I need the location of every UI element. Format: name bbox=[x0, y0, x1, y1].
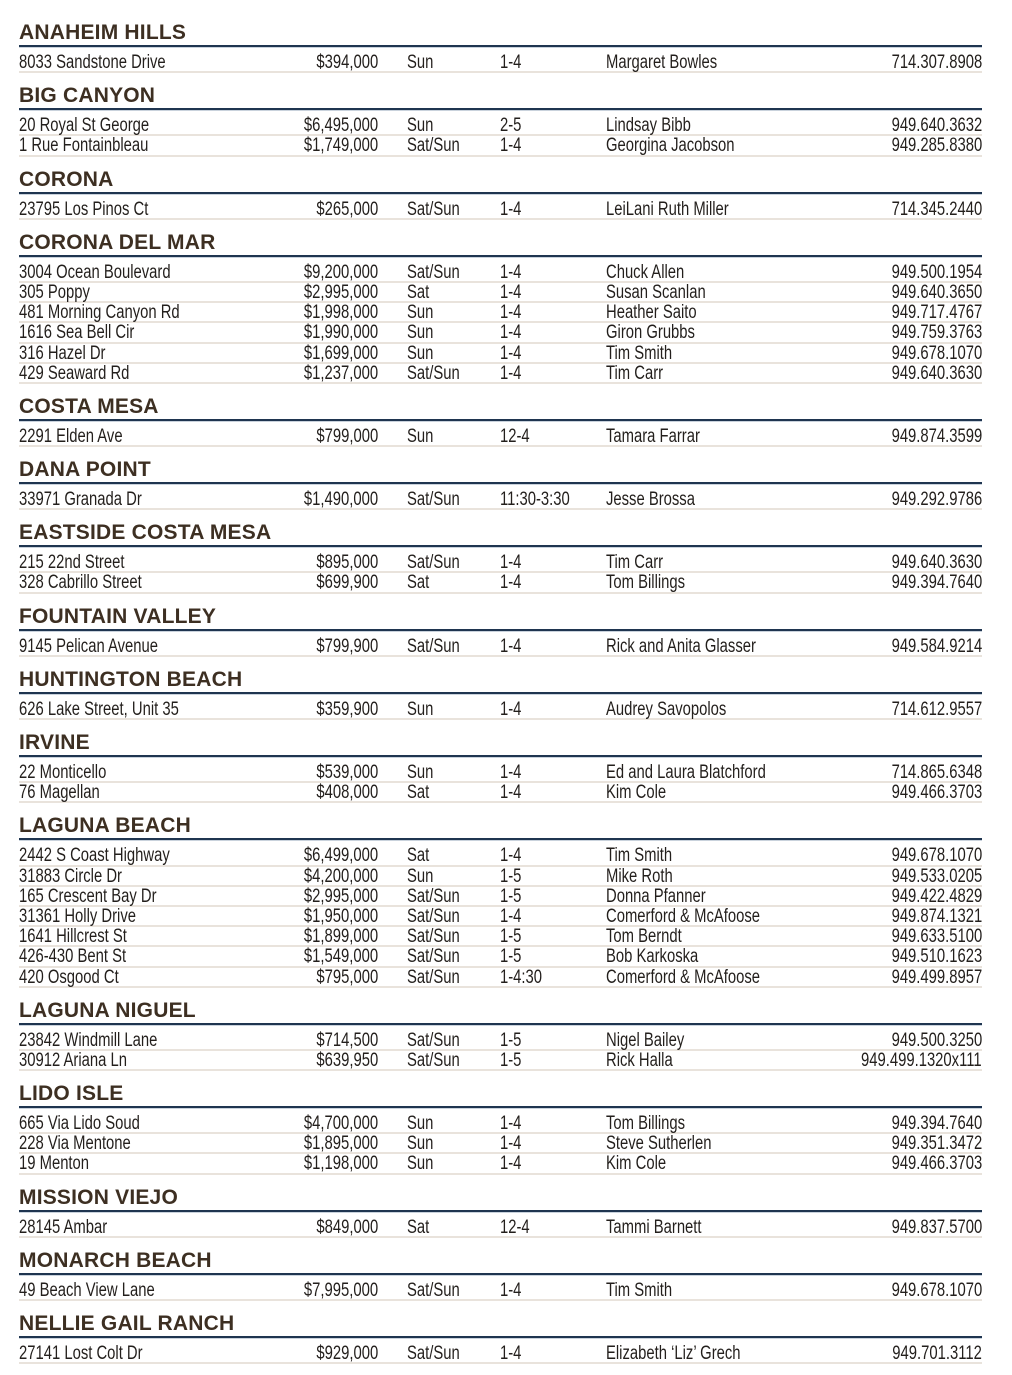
city-section bbox=[19, 1249, 982, 1301]
listing-row bbox=[19, 927, 982, 947]
listing-price: $895,000 bbox=[316, 552, 378, 574]
listing-day: Sat/Sun bbox=[407, 1279, 460, 1301]
listing-time: 1-4 bbox=[500, 1133, 522, 1155]
section-divider bbox=[19, 629, 982, 632]
listing-phone: 714.345.2440 bbox=[891, 198, 982, 220]
section-divider bbox=[19, 755, 982, 758]
listing-address: 429 Seaward Rd bbox=[19, 362, 130, 384]
listing-address: 33971 Granada Dr bbox=[19, 489, 142, 511]
listing-address: 31361 Holly Drive bbox=[19, 905, 136, 927]
city-section bbox=[19, 999, 982, 1071]
section-divider bbox=[19, 545, 982, 548]
listing-day: Sat/Sun bbox=[407, 1029, 460, 1051]
listing-rows bbox=[19, 637, 982, 657]
listing-address: 20 Royal St George bbox=[19, 115, 150, 137]
listing-phone: 714.612.9557 bbox=[891, 698, 982, 720]
listing-phone: 949.466.3703 bbox=[891, 782, 982, 804]
listing-price: $714,500 bbox=[316, 1029, 378, 1051]
listing-day: Sun bbox=[407, 342, 434, 364]
listing-rows bbox=[19, 700, 982, 720]
city-heading: MONARCH BEACH bbox=[19, 1248, 212, 1272]
listing-time: 1-4 bbox=[500, 1279, 522, 1301]
listing-agent: Tammi Barnett bbox=[606, 1216, 702, 1238]
listing-agent: Comerford & McAfoose bbox=[606, 966, 761, 988]
listing-price: $799,000 bbox=[316, 425, 378, 447]
listing-time: 1-4 bbox=[500, 342, 522, 364]
listing-address: 316 Hazel Dr bbox=[19, 342, 106, 364]
listing-day: Sat/Sun bbox=[407, 635, 460, 657]
listing-price: $1,998,000 bbox=[303, 302, 378, 324]
listing-phone: 949.499.1320x111 bbox=[861, 1049, 982, 1071]
listing-price: $1,237,000 bbox=[303, 362, 378, 384]
listing-address: 228 Via Mentone bbox=[19, 1133, 131, 1155]
listing-phone: 949.701.3112 bbox=[892, 1343, 982, 1364]
listing-agent: Giron Grubbs bbox=[606, 322, 695, 344]
listing-day: Sat/Sun bbox=[407, 362, 460, 384]
listing-price: $394,000 bbox=[316, 52, 378, 73]
listing-day: Sat/Sun bbox=[407, 946, 460, 968]
city-section bbox=[19, 814, 982, 987]
listing-day: Sun bbox=[407, 1153, 434, 1175]
section-divider bbox=[19, 255, 982, 258]
listing-row bbox=[19, 968, 982, 988]
listing-agent: Elizabeth ‘Liz’ Grech bbox=[606, 1343, 741, 1364]
listing-rows bbox=[19, 116, 982, 156]
listing-row bbox=[19, 1051, 982, 1071]
listing-time: 1-4 bbox=[500, 905, 522, 927]
city-heading: LIDO ISLE bbox=[19, 1082, 124, 1106]
listing-time: 1-4:30 bbox=[500, 966, 543, 988]
listing-phone: 949.394.7640 bbox=[891, 572, 982, 594]
section-divider bbox=[19, 1273, 982, 1276]
listing-phone: 949.640.3630 bbox=[891, 552, 982, 574]
listing-agent: Tom Billings bbox=[606, 572, 686, 594]
listing-time: 1-4 bbox=[500, 698, 522, 720]
listing-address: 8033 Sandstone Drive bbox=[19, 52, 166, 73]
city-heading: CORONA DEL MAR bbox=[19, 230, 216, 254]
listing-agent: Chuck Allen bbox=[606, 261, 685, 283]
listing-address: 665 Via Lido Soud bbox=[19, 1113, 140, 1135]
section-divider bbox=[19, 838, 982, 841]
city-section bbox=[19, 605, 982, 657]
listing-agent: Tim Smith bbox=[606, 1279, 673, 1301]
listing-phone: 949.510.1623 bbox=[891, 946, 982, 968]
city-section bbox=[19, 1082, 982, 1175]
listing-time: 1-4 bbox=[500, 362, 522, 384]
city-section bbox=[19, 231, 982, 384]
listing-phone: 949.633.5100 bbox=[891, 926, 982, 948]
listing-day: Sat bbox=[407, 782, 430, 804]
listing-day: Sun bbox=[407, 762, 434, 783]
listing-time: 1-4 bbox=[500, 198, 522, 220]
listing-row bbox=[19, 1218, 982, 1238]
listing-rows bbox=[19, 200, 982, 220]
listing-row bbox=[19, 323, 982, 343]
listing-address: 23795 Los Pinos Ct bbox=[19, 198, 149, 220]
listing-address: 1 Rue Fontainbleau bbox=[19, 135, 149, 157]
listing-row bbox=[19, 490, 982, 510]
listing-row bbox=[19, 1114, 982, 1134]
listing-address: 215 22nd Street bbox=[19, 552, 125, 574]
listing-agent: Tim Smith bbox=[606, 342, 673, 364]
city-section bbox=[19, 521, 982, 593]
listing-rows bbox=[19, 490, 982, 510]
listing-agent: Lindsay Bibb bbox=[606, 115, 691, 137]
listing-phone: 949.874.3599 bbox=[891, 425, 982, 447]
listing-time: 1-4 bbox=[500, 1113, 522, 1135]
listing-agent: Tim Carr bbox=[606, 362, 664, 384]
listing-price: $265,000 bbox=[316, 198, 378, 220]
city-heading: NELLIE GAIL RANCH bbox=[19, 1312, 235, 1335]
listing-address: 23842 Windmill Lane bbox=[19, 1029, 158, 1051]
listing-price: $9,200,000 bbox=[303, 261, 378, 283]
listing-price: $4,200,000 bbox=[303, 865, 378, 887]
listing-day: Sat bbox=[407, 281, 430, 303]
listing-price: $1,749,000 bbox=[303, 135, 378, 157]
listing-time: 1-4 bbox=[500, 52, 522, 73]
listing-phone: 949.640.3650 bbox=[891, 281, 982, 303]
listing-time: 1-4 bbox=[500, 552, 522, 574]
listing-row bbox=[19, 783, 982, 803]
listing-phone: 949.874.1321 bbox=[891, 905, 982, 927]
listing-time: 1-4 bbox=[500, 1153, 522, 1175]
listing-phone: 949.678.1070 bbox=[891, 1279, 982, 1301]
section-divider bbox=[19, 419, 982, 422]
listing-time: 1-4 bbox=[500, 782, 522, 804]
listing-row bbox=[19, 553, 982, 573]
city-section bbox=[19, 84, 982, 156]
listing-time: 1-5 bbox=[500, 946, 522, 968]
listing-agent: Ed and Laura Blatchford bbox=[606, 762, 766, 783]
listing-phone: 949.533.0205 bbox=[891, 865, 982, 887]
listing-address: 9145 Pelican Avenue bbox=[19, 635, 158, 657]
listing-day: Sat/Sun bbox=[407, 885, 460, 907]
listing-phone: 949.759.3763 bbox=[891, 322, 982, 344]
listing-price: $2,995,000 bbox=[303, 885, 378, 907]
listing-day: Sat bbox=[407, 572, 430, 594]
listing-rows bbox=[19, 263, 982, 384]
listing-address: 1641 Hillcrest St bbox=[19, 926, 127, 948]
listing-row bbox=[19, 700, 982, 720]
listing-time: 1-4 bbox=[500, 635, 522, 657]
listing-price: $4,700,000 bbox=[303, 1113, 378, 1135]
listing-price: $795,000 bbox=[316, 966, 378, 988]
listing-phone: 949.640.3630 bbox=[891, 362, 982, 384]
listing-agent: Kim Cole bbox=[606, 782, 667, 804]
listing-price: $639,950 bbox=[316, 1049, 378, 1071]
listing-day: Sat/Sun bbox=[407, 261, 460, 283]
listing-phone: 949.351.3472 bbox=[891, 1133, 982, 1155]
listing-address: 328 Cabrillo Street bbox=[19, 572, 142, 594]
listing-agent: Rick Halla bbox=[606, 1049, 673, 1071]
listing-phone: 949.678.1070 bbox=[891, 342, 982, 364]
listing-day: Sun bbox=[407, 865, 434, 887]
listing-time: 1-5 bbox=[500, 885, 522, 907]
listing-price: $929,000 bbox=[316, 1343, 378, 1364]
listing-agent: Tim Carr bbox=[606, 552, 664, 574]
listing-agent: Susan Scanlan bbox=[606, 281, 706, 303]
listing-day: Sat/Sun bbox=[407, 966, 460, 988]
listing-price: $6,499,000 bbox=[303, 845, 378, 867]
listing-row bbox=[19, 867, 982, 887]
listing-day: Sat/Sun bbox=[407, 552, 460, 574]
listing-phone: 949.292.9786 bbox=[891, 489, 982, 511]
listing-price: $849,000 bbox=[316, 1216, 378, 1238]
listing-agent: Nigel Bailey bbox=[606, 1029, 685, 1051]
listing-phone: 949.678.1070 bbox=[891, 845, 982, 867]
listing-phone: 949.837.5700 bbox=[891, 1216, 982, 1238]
listing-agent: Tom Berndt bbox=[606, 926, 682, 948]
listing-day: Sun bbox=[407, 425, 434, 447]
listing-address: 305 Poppy bbox=[19, 281, 90, 303]
section-divider bbox=[19, 692, 982, 695]
listing-price: $539,000 bbox=[316, 762, 378, 783]
listing-address: 28145 Ambar bbox=[19, 1216, 108, 1238]
listing-time: 1-4 bbox=[500, 1343, 522, 1364]
section-divider bbox=[19, 482, 982, 485]
listing-time: 1-4 bbox=[500, 261, 522, 283]
listing-price: $6,495,000 bbox=[303, 115, 378, 137]
listing-rows bbox=[19, 553, 982, 593]
listing-row bbox=[19, 846, 982, 866]
listing-phone: 949.466.3703 bbox=[891, 1153, 982, 1175]
listing-agent: Comerford & McAfoose bbox=[606, 905, 761, 927]
listing-time: 1-4 bbox=[500, 135, 522, 157]
listing-phone: 714.865.6348 bbox=[891, 762, 982, 783]
listing-phone: 714.307.8908 bbox=[891, 52, 982, 73]
listing-rows bbox=[19, 1281, 982, 1301]
listing-time: 1-5 bbox=[500, 1049, 522, 1071]
listing-address: 420 Osgood Ct bbox=[19, 966, 119, 988]
listing-agent: Rick and Anita Glasser bbox=[606, 635, 756, 657]
listing-price: $1,699,000 bbox=[303, 342, 378, 364]
listing-agent: Tim Smith bbox=[606, 845, 673, 867]
listing-row bbox=[19, 116, 982, 136]
listing-address: 49 Beach View Lane bbox=[19, 1279, 155, 1301]
listing-agent: Tamara Farrar bbox=[606, 425, 700, 447]
listing-price: $1,490,000 bbox=[303, 489, 378, 511]
listing-row bbox=[19, 263, 982, 283]
listing-address: 30912 Ariana Ln bbox=[19, 1049, 127, 1071]
listing-address: 426-430 Bent St bbox=[19, 946, 127, 968]
listing-row bbox=[19, 1281, 982, 1301]
section-divider bbox=[19, 1336, 982, 1339]
city-heading: HUNTINGTON BEACH bbox=[19, 667, 243, 691]
listing-row bbox=[19, 763, 982, 783]
listing-address: 626 Lake Street, Unit 35 bbox=[19, 698, 179, 720]
city-heading: COSTA MESA bbox=[19, 394, 159, 418]
listing-rows bbox=[19, 1344, 982, 1364]
listing-address: 2291 Elden Ave bbox=[19, 425, 123, 447]
listing-time: 1-5 bbox=[500, 865, 522, 887]
listing-time: 1-5 bbox=[500, 1029, 522, 1051]
city-section bbox=[19, 21, 982, 73]
listing-row bbox=[19, 283, 982, 303]
listing-row bbox=[19, 1031, 982, 1051]
city-section bbox=[19, 1186, 982, 1238]
city-section bbox=[19, 168, 982, 220]
listing-day: Sat/Sun bbox=[407, 905, 460, 927]
listing-day: Sun bbox=[407, 322, 434, 344]
city-heading: DANA POINT bbox=[19, 458, 151, 482]
listing-day: Sun bbox=[407, 1133, 434, 1155]
listing-price: $1,895,000 bbox=[303, 1133, 378, 1155]
listing-address: 165 Crescent Bay Dr bbox=[19, 885, 157, 907]
city-heading: EASTSIDE COSTA MESA bbox=[19, 521, 272, 545]
listing-row bbox=[19, 303, 982, 323]
listing-row bbox=[19, 637, 982, 657]
listing-rows bbox=[19, 53, 982, 73]
listing-row bbox=[19, 1344, 982, 1364]
city-heading: ANAHEIM HILLS bbox=[19, 21, 187, 44]
listing-address: 76 Magellan bbox=[19, 782, 100, 804]
listing-price: $359,900 bbox=[316, 698, 378, 720]
section-divider bbox=[19, 45, 982, 48]
listing-price: $699,900 bbox=[316, 572, 378, 594]
listing-price: $1,549,000 bbox=[303, 946, 378, 968]
listing-price: $799,900 bbox=[316, 635, 378, 657]
listing-phone: 949.285.8380 bbox=[891, 135, 982, 157]
listing-address: 1616 Sea Bell Cir bbox=[19, 322, 135, 344]
listing-day: Sat/Sun bbox=[407, 1049, 460, 1071]
listing-row bbox=[19, 136, 982, 156]
listing-day: Sat/Sun bbox=[407, 926, 460, 948]
city-heading: BIG CANYON bbox=[19, 84, 156, 108]
listing-address: 19 Menton bbox=[19, 1153, 90, 1175]
listing-address: 3004 Ocean Boulevard bbox=[19, 261, 171, 283]
listing-day: Sun bbox=[407, 1113, 434, 1135]
listing-agent: Bob Karkoska bbox=[606, 946, 699, 968]
listing-address: 22 Monticello bbox=[19, 762, 107, 783]
listing-time: 12-4 bbox=[500, 425, 530, 447]
listing-time: 1-5 bbox=[500, 926, 522, 948]
listing-row bbox=[19, 1134, 982, 1154]
listing-agent: Margaret Bowles bbox=[606, 52, 718, 73]
listing-row bbox=[19, 200, 982, 220]
listing-price: $2,995,000 bbox=[303, 281, 378, 303]
listing-rows bbox=[19, 846, 982, 987]
listing-agent: LeiLani Ruth Miller bbox=[606, 198, 729, 220]
listing-agent: Audrey Savopolos bbox=[606, 698, 727, 720]
listing-time: 1-4 bbox=[500, 572, 522, 594]
listing-price: $1,950,000 bbox=[303, 905, 378, 927]
listing-rows bbox=[19, 427, 982, 447]
listing-agent: Heather Saito bbox=[606, 302, 697, 324]
section-divider bbox=[19, 192, 982, 195]
city-section bbox=[19, 395, 982, 447]
listing-row bbox=[19, 53, 982, 73]
section-divider bbox=[19, 1023, 982, 1026]
listing-agent: Georgina Jacobson bbox=[606, 135, 735, 157]
open-house-listing bbox=[19, 21, 982, 1375]
listing-address: 481 Morning Canyon Rd bbox=[19, 302, 180, 324]
listing-row bbox=[19, 887, 982, 907]
listing-day: Sun bbox=[407, 115, 434, 137]
listing-day: Sat/Sun bbox=[407, 1343, 460, 1364]
city-section bbox=[19, 1312, 982, 1364]
listing-agent: Tom Billings bbox=[606, 1113, 686, 1135]
listing-day: Sun bbox=[407, 52, 434, 73]
listing-row bbox=[19, 947, 982, 967]
listing-price: $1,899,000 bbox=[303, 926, 378, 948]
listing-day: Sat bbox=[407, 845, 430, 867]
city-section bbox=[19, 731, 982, 803]
listing-time: 1-4 bbox=[500, 845, 522, 867]
listing-time: 1-4 bbox=[500, 302, 522, 324]
section-divider bbox=[19, 1106, 982, 1109]
section-divider bbox=[19, 108, 982, 111]
listing-agent: Jesse Brossa bbox=[606, 489, 695, 511]
listing-price: $1,198,000 bbox=[303, 1153, 378, 1175]
city-heading: FOUNTAIN VALLEY bbox=[19, 604, 217, 628]
city-heading: CORONA bbox=[19, 167, 114, 191]
listing-address: 27141 Lost Colt Dr bbox=[19, 1343, 143, 1364]
listing-day: Sat/Sun bbox=[407, 198, 460, 220]
city-heading: LAGUNA BEACH bbox=[19, 814, 191, 838]
listing-phone: 949.422.4829 bbox=[891, 885, 982, 907]
listing-price: $1,990,000 bbox=[303, 322, 378, 344]
listing-price: $7,995,000 bbox=[303, 1279, 378, 1301]
listing-price: $408,000 bbox=[316, 782, 378, 804]
listing-phone: 949.500.3250 bbox=[891, 1029, 982, 1051]
listing-phone: 949.584.9214 bbox=[891, 635, 982, 657]
listing-phone: 949.717.4767 bbox=[891, 302, 982, 324]
listing-agent: Mike Roth bbox=[606, 865, 673, 887]
listing-address: 2442 S Coast Highway bbox=[19, 845, 170, 867]
listing-rows bbox=[19, 763, 982, 803]
listing-agent: Kim Cole bbox=[606, 1153, 667, 1175]
listing-rows bbox=[19, 1218, 982, 1238]
city-heading: IRVINE bbox=[19, 731, 90, 754]
city-heading: LAGUNA NIGUEL bbox=[19, 998, 196, 1022]
city-section bbox=[19, 668, 982, 720]
listing-rows bbox=[19, 1114, 982, 1175]
listing-day: Sat bbox=[407, 1216, 430, 1238]
listing-row bbox=[19, 573, 982, 593]
listing-time: 2-5 bbox=[500, 115, 522, 137]
listing-time: 12-4 bbox=[500, 1216, 530, 1238]
listing-day: Sun bbox=[407, 302, 434, 324]
listing-row bbox=[19, 364, 982, 384]
listing-row bbox=[19, 1154, 982, 1174]
listing-row bbox=[19, 427, 982, 447]
listing-time: 1-4 bbox=[500, 281, 522, 303]
listing-phone: 949.394.7640 bbox=[891, 1113, 982, 1135]
listing-address: 31883 Circle Dr bbox=[19, 865, 122, 887]
listing-agent: Donna Pfanner bbox=[606, 885, 706, 907]
listing-row bbox=[19, 344, 982, 364]
city-heading: MISSION VIEJO bbox=[19, 1185, 178, 1209]
listing-time: 1-4 bbox=[500, 762, 522, 783]
listing-time: 11:30-3:30 bbox=[500, 489, 570, 511]
listing-row bbox=[19, 907, 982, 927]
listing-rows bbox=[19, 1031, 982, 1071]
city-section bbox=[19, 458, 982, 510]
listing-day: Sat/Sun bbox=[407, 135, 460, 157]
listing-day: Sat/Sun bbox=[407, 489, 460, 511]
section-divider bbox=[19, 1210, 982, 1213]
listing-time: 1-4 bbox=[500, 322, 522, 344]
listing-phone: 949.640.3632 bbox=[891, 115, 982, 137]
listing-phone: 949.500.1954 bbox=[891, 261, 982, 283]
listing-phone: 949.499.8957 bbox=[891, 966, 982, 988]
listing-agent: Steve Sutherlen bbox=[606, 1133, 712, 1155]
listing-day: Sun bbox=[407, 698, 434, 720]
